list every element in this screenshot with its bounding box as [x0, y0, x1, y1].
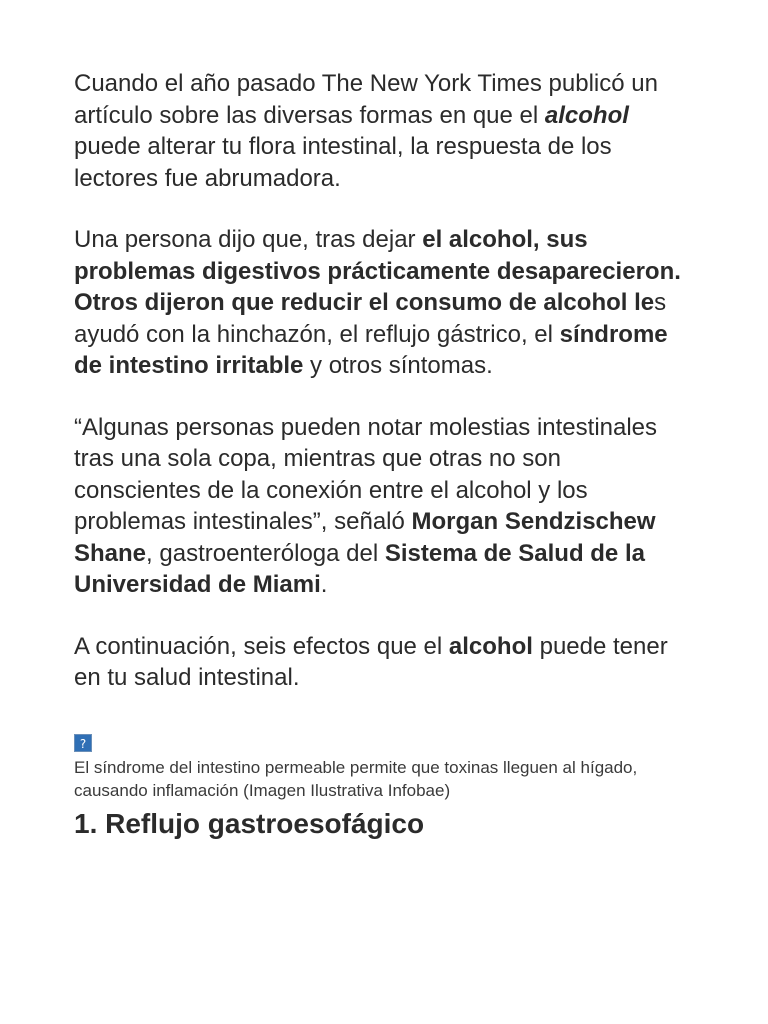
- bold-run: Sistema de Salud de la Universidad de Miami: [74, 539, 645, 598]
- image-caption: El síndrome del intestino permeable permite que toxinas lleguen al hígado, causando inflamación (Imagen Ilustrativa Infobae): [74, 757, 638, 800]
- bold-run: el alcohol, sus problemas digestivos prácticamente desaparecieron. Otros dijeron que reducir el consumo de alcohol le: [74, 226, 681, 316]
- bold-run: alcohol: [448, 632, 533, 660]
- bold-run: síndrome de intestino irritable: [74, 320, 668, 379]
- text-run: puede tener en tu salud intestinal.: [74, 632, 668, 691]
- text-run: Cuando el año pasado The New York Times publicó un artículo sobre las diversas formas en que el: [74, 70, 658, 129]
- bold-run: Morgan Sendzischew Shane: [74, 508, 656, 567]
- text-run: Una persona dijo que, tras dejar: [74, 226, 423, 253]
- paragraph-intro: [74, 68, 694, 194]
- text-run: .: [320, 571, 328, 598]
- emphasis-alcohol: alcohol: [544, 101, 629, 129]
- text-run: y otros síntomas.: [303, 352, 493, 379]
- paragraph-lead-in: [74, 631, 694, 694]
- paragraph-testimonials: [74, 224, 694, 382]
- text-run: “Algunas personas pueden notar molestias intestinales tras una sola copa, mientras que otras no son conscientes de la conexión entre el alcohol y los problemas intestinales”, señaló: [74, 413, 658, 535]
- text-run: s ayudó con la hinchazón, el reflujo gástrico, el: [74, 289, 667, 348]
- broken-image-icon[interactable]: ?: [74, 734, 92, 752]
- text-run: A continuación, seis efectos que el: [74, 632, 449, 660]
- paragraph-quote: [74, 412, 694, 601]
- section-heading: 1. Reflujo gastroesofágico: [74, 807, 425, 839]
- text-run: , gastroenteróloga del: [146, 539, 385, 567]
- text-run: puede alterar tu flora intestinal, la respuesta de los lectores fue abrumadora.: [74, 133, 612, 192]
